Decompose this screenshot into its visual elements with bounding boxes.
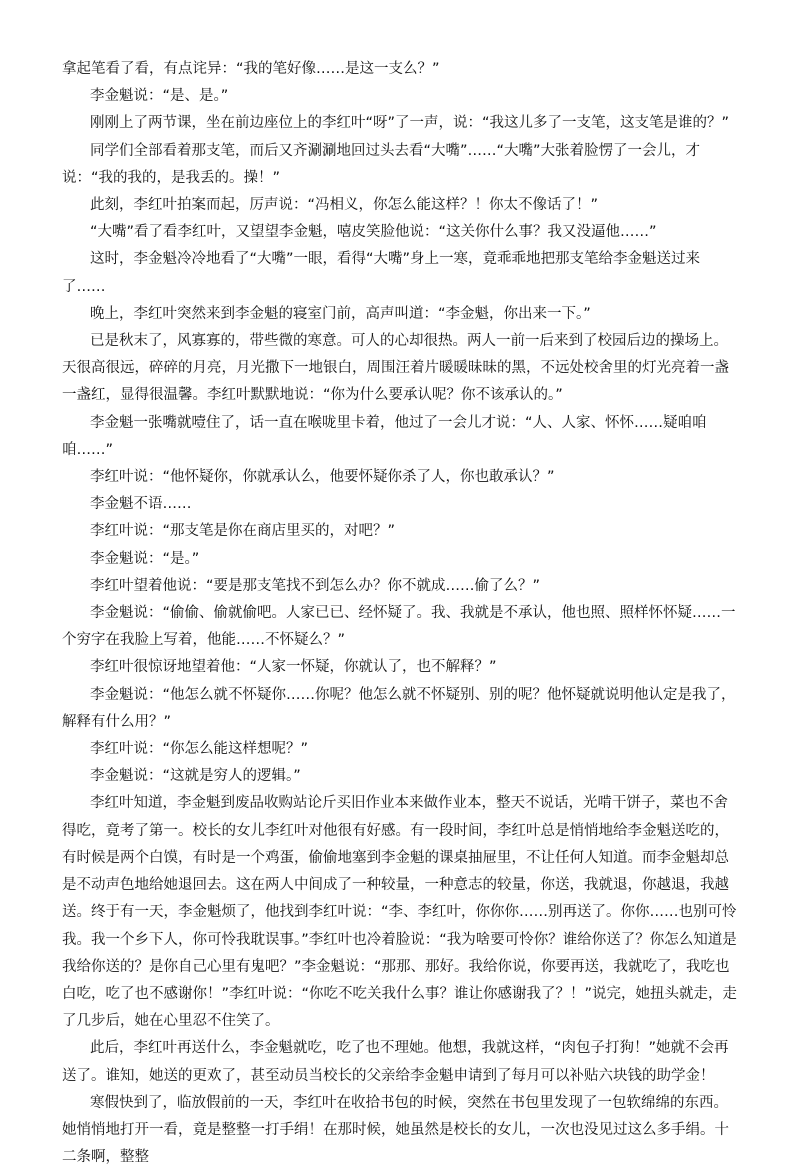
paragraph: 李红叶很惊讶地望着他：“人家一怀疑，你就认了，也不解释？” (90, 659, 497, 676)
paragraph: 此刻，李红叶拍案而起，厉声说：“冯相义，你怎么能这样？！你太不像话了！” (90, 197, 599, 214)
paragraph: 李金魁说：“这就是穷人的逻辑。” (90, 768, 301, 785)
paragraph: 拿起笔看了看，有点诧异：“我的笔好像……是这一支么？” (62, 61, 440, 77)
paragraph: 李红叶说：“他怀疑你，你就承认么，他要怀疑你杀了人，你也敢承认？” (90, 469, 555, 486)
paragraph: 李金魁说：“是、是。” (90, 88, 229, 105)
paragraph: 李红叶知道，李金魁到废品收购站论斤买旧作业本来做作业本，整天不说话，光啃干饼子，菜也不舍得吃，竟考了第一。校长的女儿李红叶对他很有好感。有一段时间，李红叶总是悄悄地给李金魁送吃的，有时候是两个白馍，有时是一个鸡蛋，偷偷地塞到李金魁的课桌抽屉里，不让任何人知道。而李金魁却总是不动声色地给她退回去。这在两人中间成了一种较量，一种意志的较量，你送，我就退，你越退，我越送。终于有一天，李金魁烦了，他找到李红叶说：“李、李红叶，你你你……别再送了。你你……也别可怜我。我一个乡下人，你可怜我耽误事。”李红叶也冷着脸说：“我为啥要可怜你？谁给你送了？你怎么知道是我给你送的？是你自己心里有鬼吧？”李金魁说：“那那、那好。我给你说，你要再送，我就吃了，我吃也白吃，吃了也不感谢你！”李红叶说：“你吃不吃关我什么事？谁让你感谢我了？！”说完，她扭头就走，走了几步后，她在心里忍不住笑了。 (62, 795, 738, 1030)
paragraph: 刚刚上了两节课，坐在前边座位上的李红叶“呀”了一声，说：“我这儿多了一支笔，这支笔是谁的？” (90, 115, 730, 132)
paragraph: 李金魁不语…… (90, 496, 192, 513)
paragraph: 李红叶说：“你怎么能这样想呢？” (90, 741, 309, 758)
paragraph: 寒假快到了，临放假前的一天，李红叶在收拾书包的时候，突然在书包里发现了一包软绵绵的东西。她悄悄地打开一看，竟是整整一打手绢！在那时候，她虽然是校长的女儿，一次也没见过这么多手绢。十二条啊，整整 (62, 1094, 729, 1166)
paragraph: 这时，李金魁冷冷地看了“大嘴”一眼，看得“大嘴”身上一寒，竟乖乖地把那支笔给李金魁送过来了…… (62, 251, 701, 295)
paragraph: 李金魁说：“偷偷、偷就偷吧。人家已已、经怀疑了。我、我就是不承认，他也照、照样怀怀疑……一个穷字在我脸上写着，他能……不怀疑么？” (62, 605, 736, 649)
paragraph: 李金魁一张嘴就噎住了，话一直在喉咙里卡着，他过了一会儿才说：“人、人家、怀怀……疑咱咱咱……” (62, 414, 707, 458)
paragraph: 李金魁说：“他怎么就不怀疑你……你呢？他怎么就不怀疑别、别的呢？他怀疑就说明他认定是我了，解释有什么用？” (62, 686, 736, 730)
paragraph: 李红叶说：“那支笔是你在商店里买的，对吧？” (90, 523, 396, 540)
paragraph: 晚上，李红叶突然来到李金魁的寝室门前，高声叫道：“李金魁，你出来一下。” (90, 305, 591, 322)
paragraph: 同学们全部看着那支笔，而后又齐涮涮地回过头去看“大嘴”……“大嘴”大张着脸愣了一会儿，才说：“我的我的，是我丢的。操！” (62, 142, 701, 186)
paragraph: “大嘴”看了看李红叶，又望望李金魁，嘻皮笑脸他说：“这关你什么事？我又没逼他……” (90, 224, 657, 241)
paragraph: 李金魁说：“是。” (90, 550, 200, 567)
paragraph: 已是秋末了，风寡寡的，带些微的寒意。可人的心却很热。两人一前一后来到了校园后边的操场上。天很高很远，碎碎的月亮，月光撒下一地银白，周围汪着片暖暖昧昧的黑，不远处校舍里的灯光亮着一盏一盏红，显得很温馨。李红叶默默地说：“你为什么要承认呢？你不该承认的。” (62, 333, 729, 404)
paragraph: 李红叶望着他说：“要是那支笔找不到怎么办？你不就成……偷了么？” (90, 577, 541, 594)
paragraph: 此后，李红叶再送什么，李金魁就吃，吃了也不理她。他想，我就这样，“肉包子打狗！”她就不会再送了。谁知，她送的更欢了，甚至动员当校长的父亲给李金魁申请到了每月可以补贴六块钱的助学金！ (62, 1040, 729, 1084)
